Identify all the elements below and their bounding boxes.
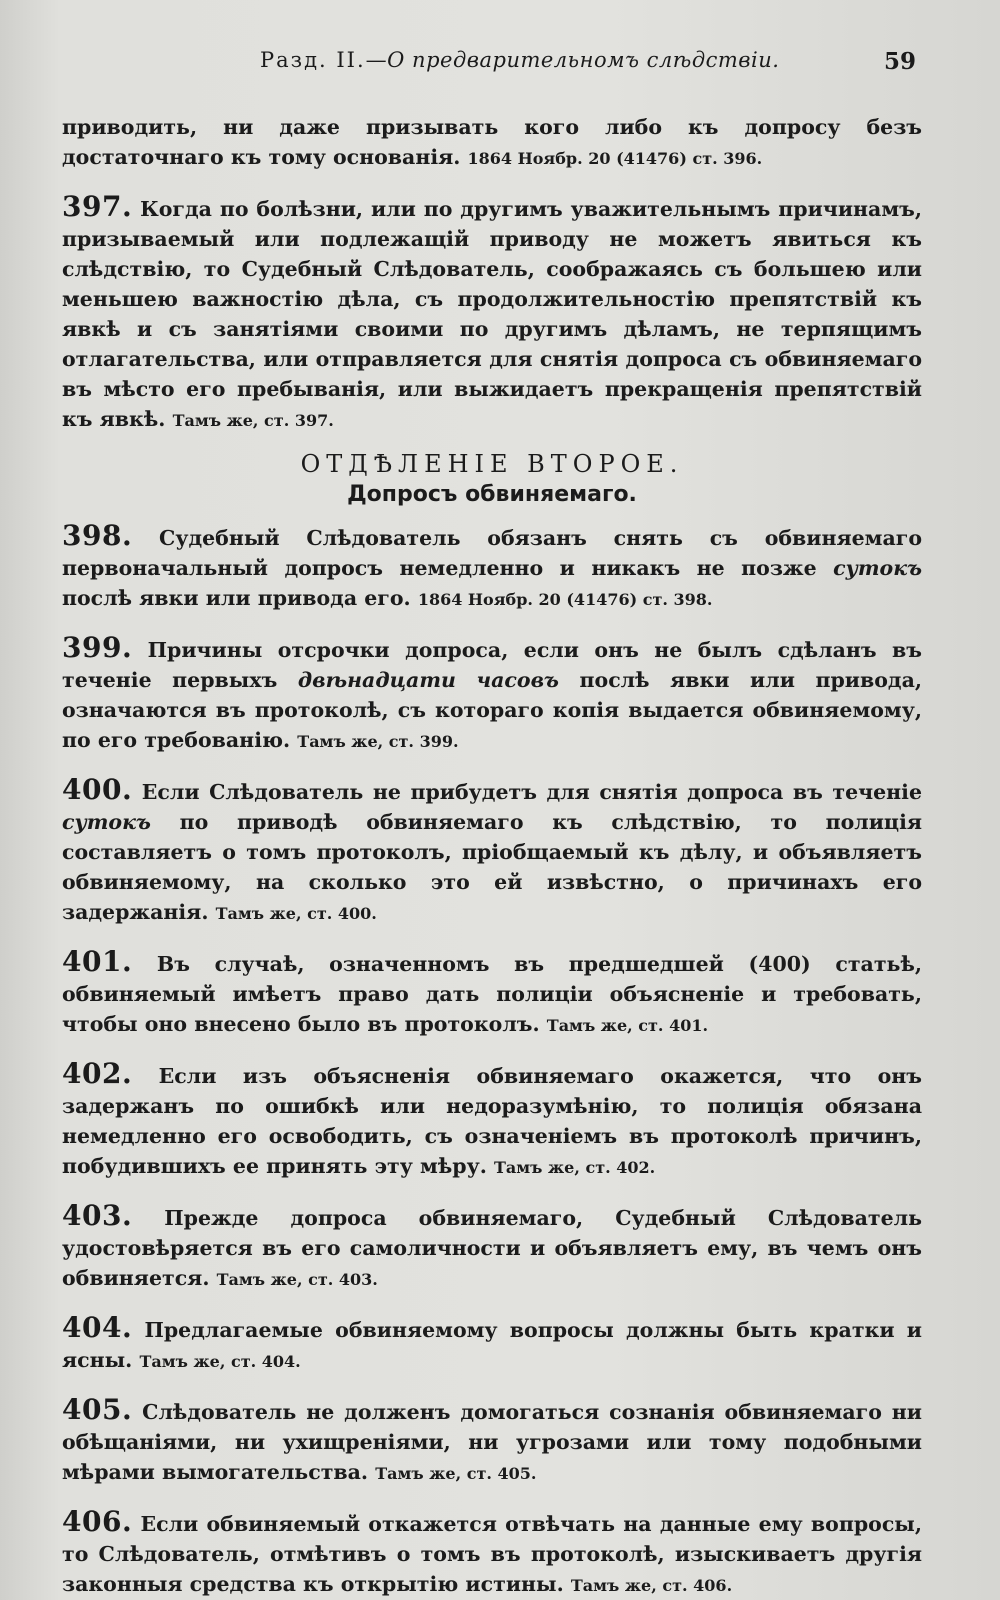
article-number: 403.: [62, 1199, 133, 1232]
paragraph-text: Въ случаѣ, означенномъ въ предшедшей (400) статьѣ, обвиняемый имѣетъ право дать полиціи объясненіе и требовать, чтобы оно внесено было въ протоколъ.: [62, 952, 922, 1036]
paragraph-text: приводить, ни даже призывать кого либо къ допросу безъ достаточнаго къ тому основанія.: [62, 115, 922, 169]
paragraph-text: послѣ явки или привода, означаются въ протоколѣ, съ котораго копія выдается обвиняемому, по его требованію.: [62, 668, 923, 752]
paragraph-text: Предлагаемые обвиняемому вопросы должны быть кратки и ясны.: [62, 1318, 922, 1372]
paragraph-emphasis: сутокъ: [833, 556, 923, 580]
article-number: 400.: [62, 773, 133, 806]
article-397: [62, 192, 922, 436]
section-label: Разд. II.: [260, 48, 366, 72]
article-400: [62, 775, 922, 929]
article-number: 406.: [62, 1505, 133, 1538]
paragraph-text: Судебный Слѣдователь обязанъ снять съ обвиняемаго первоначальный допросъ немедленно и никакъ не позже: [62, 526, 923, 580]
citation: Тамъ же, ст. 404.: [139, 1352, 301, 1371]
paragraph-text: Если Слѣдователь не прибудетъ для снятія допроса въ теченіе: [141, 780, 922, 804]
paragraph-text: Когда по болѣзни, или по другимъ уважительнымъ причинамъ, призываемый или подлежащій приводу не можетъ явиться къ слѣдствію, то Судебный Слѣдователь, соображаясь съ большею или меньшею важностію дѣла, съ продолжительностію препятствій къ явкѣ и съ занятіями своими по другимъ дѣламъ, не терпящимъ отлагательства, или отправляется для снятія допроса съ обвиняемаго въ мѣсто его пребыванія, или выжидаетъ прекращенія препятствій къ явкѣ.: [62, 197, 922, 431]
paragraph-emphasis: двѣнадцати часовъ: [297, 668, 559, 692]
header-title: О предварительномъ слѣдствіи.: [387, 48, 780, 72]
article-number: 398.: [62, 519, 133, 552]
article-number: 404.: [62, 1311, 133, 1344]
article-number: 405.: [62, 1393, 133, 1426]
paragraph-text: по приводѣ обвиняемаго къ слѣдствію, то полиція составляетъ о томъ протоколъ, пріобщаемый къ дѣлу, и объявляетъ обвиняемому, на сколько это ей извѣстно, о причинахъ его задержанія.: [62, 810, 923, 924]
running-header: [0, 48, 1000, 88]
article-402: [62, 1059, 922, 1183]
running-title: [260, 48, 779, 72]
article-404: [62, 1313, 922, 1377]
citation: Тамъ же, ст. 406.: [570, 1576, 733, 1595]
paragraph-text: послѣ явки или привода его.: [62, 586, 411, 610]
paragraph-text: Если обвиняемый откажется отвѣчать на данные ему вопросы, то Слѣдователь, отмѣтивъ о томъ въ протоколѣ, изыскиваетъ другія законныя средства къ открытію истины.: [62, 1512, 922, 1596]
citation: Тамъ же, ст. 400.: [215, 904, 377, 923]
citation: Тамъ же, ст. 405.: [375, 1464, 537, 1483]
citation: Тамъ же, ст. 397.: [172, 411, 334, 430]
paragraph-emphasis: сутокъ: [62, 810, 151, 834]
article-399: [62, 633, 922, 757]
paragraph-text: Причины отсрочки допроса, если онъ не былъ сдѣланъ въ теченіе первыхъ: [62, 638, 923, 692]
section-subtitle: Допросъ обвиняемаго.: [347, 482, 637, 507]
article-401: [62, 947, 922, 1041]
paragraph-text: Слѣдователь не долженъ домогаться сознанія обвиняемаго ни обѣщаніями, ни ухищреніями, ни угрозами или тому подобными мѣрами вымогательства.: [62, 1400, 922, 1484]
article-398: [62, 521, 922, 615]
article-403: [62, 1201, 922, 1295]
citation: Тамъ же, ст. 399.: [297, 732, 459, 751]
article-number: 401.: [62, 945, 133, 978]
article-406: [62, 1507, 922, 1600]
citation: 1864 Ноябр. 20 (41476) ст. 398.: [417, 590, 713, 609]
page-number: 59: [883, 48, 916, 75]
paragraph-continued: [62, 112, 922, 174]
citation: Тамъ же, ст. 403.: [216, 1270, 378, 1289]
article-number: 399.: [62, 631, 133, 664]
citation: 1864 Ноябр. 20 (41476) ст. 396.: [467, 149, 763, 168]
paragraph-text: Прежде допроса обвиняемаго, Судебный Слѣдователь удостовѣряется въ его самоличности и объявляетъ ему, въ чемъ онъ обвиняется.: [62, 1206, 922, 1290]
section-title: ОТДѢЛЕНІЕ ВТОРОЕ.: [300, 450, 684, 478]
article-number: 402.: [62, 1057, 133, 1090]
citation: Тамъ же, ст. 402.: [493, 1158, 656, 1177]
page-body: [62, 112, 922, 1600]
article-405: [62, 1395, 922, 1489]
article-number: 397.: [62, 190, 133, 223]
citation: Тамъ же, ст. 401.: [546, 1016, 709, 1035]
paragraph-text: Если изъ объясненія обвиняемаго окажется, что онъ задержанъ по ошибкѣ или недоразумѣнію, то полиція обязана немедленно его освободить, съ означеніемъ въ протоколѣ причинъ, побудившихъ ее принять эту мѣру.: [62, 1064, 922, 1178]
header-dash: —: [365, 48, 388, 72]
